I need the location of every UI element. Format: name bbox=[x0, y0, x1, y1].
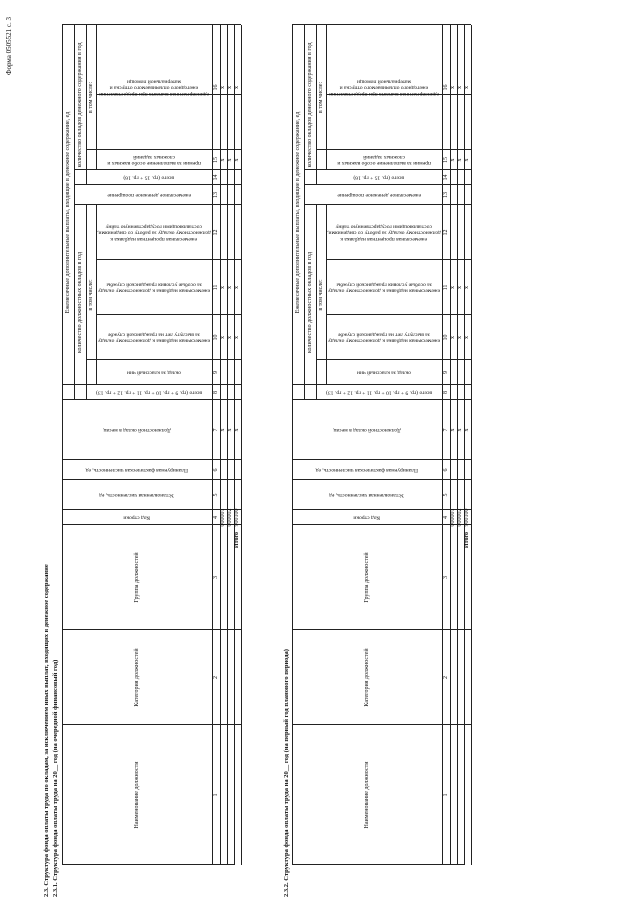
cross-mark: x bbox=[457, 158, 463, 162]
total-label: Итого bbox=[464, 531, 470, 549]
header-incl: в том числе: bbox=[317, 279, 324, 311]
header-salary: Должностной оклад в месяц bbox=[103, 427, 171, 434]
header-planned: Планируемая фактическая численность, ед bbox=[85, 467, 189, 474]
column-number: 12 bbox=[442, 229, 449, 236]
cross-mark: x bbox=[220, 336, 226, 339]
column-number: 1 bbox=[212, 793, 219, 797]
cross-mark: x bbox=[234, 158, 240, 162]
header-annual: количество окладов денежного содержания в год bbox=[76, 42, 83, 168]
column-rule bbox=[292, 399, 471, 400]
column-rule bbox=[292, 509, 471, 510]
header-name: Наименование должности bbox=[133, 761, 140, 829]
row-code: 000002 bbox=[227, 508, 233, 527]
header-incl-2: в том числе: bbox=[87, 81, 94, 114]
header-c9: оклад за классный чин bbox=[356, 369, 412, 376]
header-by-salaries: количество должностных окладов в год bbox=[76, 251, 83, 354]
column-rule bbox=[292, 629, 471, 630]
header-total: всего (гр. 9 + гр. 10 + гр. 11 + гр. 12 + гр. 13) bbox=[96, 389, 202, 396]
header-c12: ежемесячная процентная надбавка к должностному окладу за работу со сведениями, составляющими государственную тайну bbox=[97, 223, 211, 242]
column-number: 8 bbox=[212, 391, 219, 394]
header-c13: ежемесячное денежное поощрение bbox=[107, 192, 191, 199]
column-number: 8 bbox=[442, 391, 449, 394]
column-number: 5 bbox=[442, 493, 449, 497]
column-rule bbox=[62, 864, 234, 865]
row-code: 900100 bbox=[464, 508, 470, 527]
column-number: 2 bbox=[212, 676, 219, 679]
column-number: 2 bbox=[442, 676, 449, 679]
cross-mark: x bbox=[234, 86, 240, 89]
header-category: Категория должностей bbox=[133, 648, 140, 707]
column-number: 12 bbox=[212, 229, 219, 236]
cross-mark: x bbox=[464, 286, 470, 289]
cross-mark: x bbox=[227, 286, 233, 289]
column-number: 13 bbox=[212, 192, 219, 198]
cross-mark: x bbox=[450, 158, 456, 162]
header-c16: единовременная выплата при предоставлении ежегодного оплачиваемого отпуска и материальной помощи bbox=[329, 78, 439, 97]
column-number: 9 bbox=[442, 371, 449, 374]
header-c10: ежемесячная надбавка к должностному окладу за выслугу лет на гражданской службе bbox=[327, 331, 441, 344]
header-planned: Планируемая фактическая численность, ед bbox=[315, 467, 419, 474]
column-number: 3 bbox=[442, 576, 449, 579]
column-rule bbox=[62, 204, 241, 205]
column-rule bbox=[62, 384, 241, 385]
column-number: 1 bbox=[442, 793, 449, 797]
header-c16: единовременная выплата при предоставлении ежегодного оплачиваемого отпуска и материальной помощи bbox=[99, 78, 209, 97]
header-c13: ежемесячное денежное поощрение bbox=[337, 192, 421, 199]
column-number: 4 bbox=[212, 516, 219, 519]
cross-mark: x bbox=[464, 86, 470, 89]
column-number: 13 bbox=[442, 192, 449, 198]
cross-mark: x bbox=[234, 428, 240, 432]
table1-subtitle: 2.3.1. Структура фонда оплаты труда на 20__ год (на очередной финансовый год) bbox=[52, 659, 59, 897]
header-by-salaries: количество должностных окладов в год bbox=[306, 251, 313, 354]
column-rule bbox=[292, 479, 471, 480]
cross-mark: x bbox=[464, 428, 470, 432]
column-rule bbox=[292, 864, 464, 865]
column-rule bbox=[292, 524, 471, 525]
column-number: 9 bbox=[212, 371, 219, 374]
cross-mark: x bbox=[220, 86, 226, 89]
column-number: 10 bbox=[442, 334, 449, 341]
header-staff: Установленная численность, ед bbox=[329, 492, 405, 499]
header-c15: премии за выполнение особо важных и сложных заданий bbox=[337, 154, 431, 167]
column-rule bbox=[62, 509, 241, 510]
row-code: 000002 bbox=[457, 508, 463, 527]
header-salary: Должностной оклад в месяц bbox=[333, 427, 401, 434]
column-rule bbox=[62, 724, 241, 725]
column-number: 15 bbox=[442, 157, 449, 163]
column-rule bbox=[292, 24, 471, 25]
column-rule bbox=[74, 184, 212, 185]
column-rule bbox=[292, 459, 471, 460]
header-staff: Установленная численность, ед bbox=[99, 492, 175, 499]
column-number: 14 bbox=[442, 174, 449, 181]
cross-mark: x bbox=[227, 428, 233, 432]
cross-mark: x bbox=[227, 336, 233, 339]
column-rule bbox=[62, 459, 241, 460]
column-rule bbox=[62, 629, 241, 630]
column-number: 15 bbox=[212, 157, 219, 163]
cross-mark: x bbox=[234, 286, 240, 289]
cross-mark: x bbox=[227, 158, 233, 162]
cross-mark: x bbox=[457, 336, 463, 339]
header-code: Код строки bbox=[123, 514, 151, 521]
column-number: 14 bbox=[212, 174, 219, 181]
cross-mark: x bbox=[227, 86, 233, 89]
header-incl-2: в том числе: bbox=[317, 81, 324, 114]
cross-mark: x bbox=[457, 428, 463, 432]
column-number: 6 bbox=[212, 468, 219, 472]
header-code: Код строки bbox=[353, 514, 381, 521]
header-group-top: Ежемесячные дополнительные выплаты, входящие в денежное содержание, ед bbox=[294, 111, 301, 314]
cross-mark: x bbox=[220, 428, 226, 432]
cross-mark: x bbox=[464, 158, 470, 162]
column-rule bbox=[292, 204, 471, 205]
header-c14: всего (гр. 15 + гр. 16) bbox=[123, 174, 175, 181]
row-code: 000001 bbox=[220, 508, 226, 527]
header-c10: ежемесячная надбавка к должностному окладу за выслугу лет на гражданской службе bbox=[97, 331, 211, 344]
header-category: Категория должностей bbox=[363, 648, 370, 707]
cross-mark: x bbox=[220, 158, 226, 162]
header-c12: ежемесячная процентная надбавка к должностному окладу за работу со сведениями, составляющими государственную тайну bbox=[327, 223, 441, 242]
column-number: 11 bbox=[442, 284, 449, 291]
header-group-top: Ежемесячные дополнительные выплаты, входящие в денежное содержание, ед bbox=[64, 111, 71, 314]
cross-mark: x bbox=[450, 428, 456, 432]
column-rule bbox=[292, 169, 471, 170]
header-group: Группа должностей bbox=[363, 552, 370, 603]
row-rule bbox=[471, 25, 472, 865]
header-name: Наименование должности bbox=[363, 761, 370, 829]
row-code: 900100 bbox=[234, 508, 240, 527]
cross-mark: x bbox=[450, 286, 456, 289]
column-rule bbox=[62, 24, 241, 25]
column-rule bbox=[62, 524, 241, 525]
column-number: 4 bbox=[442, 516, 449, 519]
form-code: Форма 0505521 с. 3 bbox=[5, 16, 13, 75]
cross-mark: x bbox=[450, 86, 456, 89]
column-rule bbox=[62, 399, 241, 400]
cross-mark: x bbox=[457, 86, 463, 89]
row-rule bbox=[241, 25, 242, 865]
header-incl: в том числе: bbox=[87, 279, 94, 311]
column-number: 6 bbox=[442, 468, 449, 472]
cross-mark: x bbox=[220, 286, 226, 289]
column-rule bbox=[62, 479, 241, 480]
header-c11: ежемесячная надбавка к должностному окладу за особые условия гражданской службы bbox=[97, 281, 211, 294]
column-rule bbox=[62, 169, 241, 170]
column-number: 16 bbox=[212, 84, 219, 91]
table2-subtitle: 2.3.2. Структура фонда оплаты труда на 20__ год (на первый год планового периода) bbox=[283, 649, 290, 897]
header-total: всего (гр. 9 + гр. 10 + гр. 11 + гр. 12 + гр. 13) bbox=[326, 389, 432, 396]
column-rule bbox=[292, 724, 471, 725]
header-c15: премии за выполнение особо важных и сложных заданий bbox=[107, 154, 201, 167]
column-number: 11 bbox=[212, 284, 219, 291]
section-title: 2.3. Структура фонда оплаты труда по окладам, за исключением иных выплат, входящих в денежное содержание bbox=[43, 564, 50, 897]
column-number: 10 bbox=[212, 334, 219, 341]
total-label: Итого bbox=[234, 531, 240, 549]
header-annual: количество окладов денежного содержания в год bbox=[306, 42, 313, 168]
cross-mark: x bbox=[457, 286, 463, 289]
column-rule bbox=[292, 384, 471, 385]
column-number: 16 bbox=[442, 84, 449, 91]
column-number: 7 bbox=[442, 428, 449, 432]
column-number: 7 bbox=[212, 428, 219, 432]
header-c11: ежемесячная надбавка к должностному окладу за особые условия гражданской службы bbox=[327, 281, 441, 294]
column-number: 5 bbox=[212, 493, 219, 497]
row-code: 000001 bbox=[450, 508, 456, 527]
column-number: 3 bbox=[212, 576, 219, 579]
cross-mark: x bbox=[234, 336, 240, 339]
header-c9: оклад за классный чин bbox=[126, 369, 182, 376]
cross-mark: x bbox=[450, 336, 456, 339]
header-c14: всего (гр. 15 + гр. 16) bbox=[353, 174, 405, 181]
column-rule bbox=[304, 184, 442, 185]
cross-mark: x bbox=[464, 336, 470, 339]
header-group: Группа должностей bbox=[133, 552, 140, 603]
